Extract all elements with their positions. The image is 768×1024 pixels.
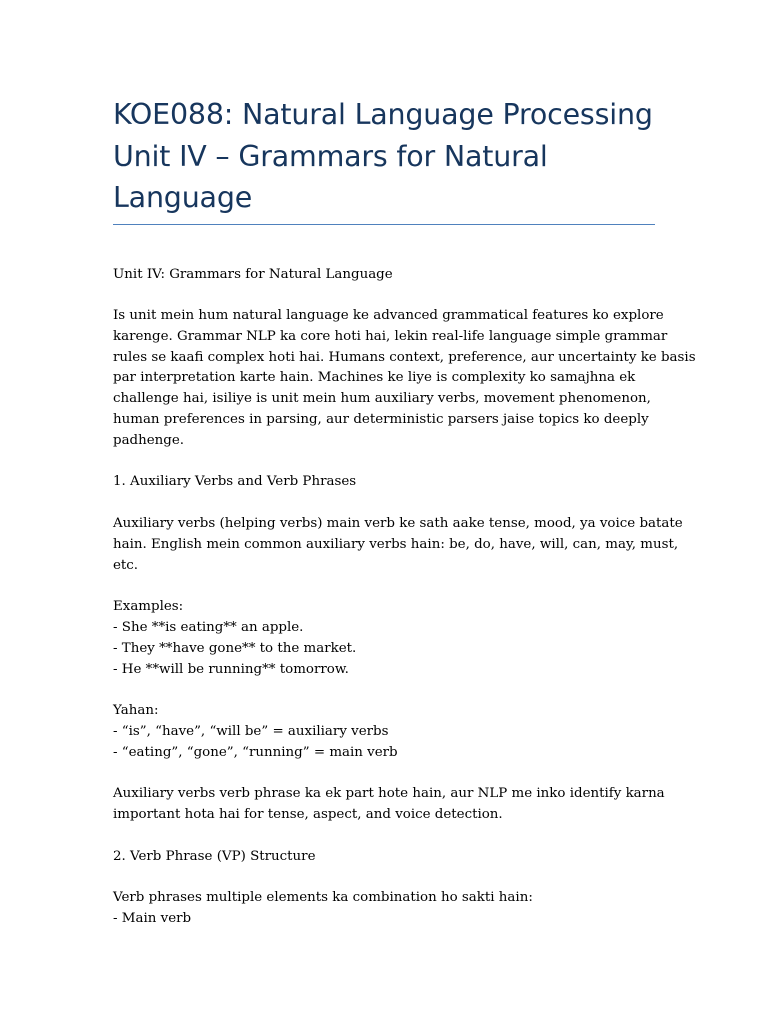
title-line: KOE088: Natural Language Processing [113,98,653,131]
examples-paragraph [113,597,655,680]
unit-heading [113,265,655,286]
title-line: Language [113,181,253,214]
yahan-paragraph [113,701,655,763]
text-line: Verb phrases multiple elements ka combination ho sakti hain: [113,890,533,906]
text-line: Is unit mein hum natural language ke advanced grammatical features ko explore [113,308,664,324]
text-line: Yahan: [113,703,159,719]
intro-paragraph [113,306,696,452]
section-heading-verb-phrase [113,847,655,868]
auxiliary-part-paragraph [113,784,665,826]
text-line: rules se kaafi complex hoti hai. Humans context, preference, aur uncertainty ke basis [113,349,696,365]
list-item: - They **have gone** to the market. [113,640,357,656]
list-item: - She **is eating** an apple. [113,620,304,636]
text-line: Auxiliary verbs (helping verbs) main verb ke sath aake tense, mood, ya voice batate [113,516,683,532]
text-line: human preferences in parsing, aur deterministic parsers jaise topics ko deeply [113,412,649,428]
list-item: - “is”, “have”, “will be” = auxiliary verbs [113,724,389,740]
text-line: Unit IV: Grammars for Natural Language [113,266,393,282]
document-page [113,0,696,951]
list-item: - He **will be running** tomorrow. [113,661,349,677]
text-line: 2. Verb Phrase (VP) Structure [113,848,316,864]
text-line: karenge. Grammar NLP ka core hoti hai, lekin real-life language simple grammar [113,328,668,344]
document-title [113,0,655,225]
document-body [113,265,696,931]
text-line: etc. [113,557,139,573]
auxiliary-definition-paragraph [113,514,683,576]
text-line: par interpretation karte hain. Machines ke liye is complexity ko samajhna ek [113,370,636,386]
list-item: - Main verb [113,911,192,927]
section-heading-auxiliary-verbs [113,472,655,493]
text-line: Examples: [113,599,184,615]
text-line: important hota hai for tense, aspect, and voice detection. [113,807,503,823]
text-line: hain. English mein common auxiliary verbs hain: be, do, have, will, can, may, must, [113,536,679,552]
text-line: challenge hai, isiliye is unit mein hum auxiliary verbs, movement phenomenon, [113,391,651,407]
text-line: 1. Auxiliary Verbs and Verb Phrases [113,474,357,490]
text-line: padhenge. [113,432,185,448]
title-line: Unit IV – Grammars for Natural [113,139,548,173]
list-item: - “eating”, “gone”, “running” = main verb [113,744,398,760]
verb-phrase-paragraph [113,888,655,930]
text-line: Auxiliary verbs verb phrase ka ek part hote hain, aur NLP me inko identify karna [113,786,665,802]
